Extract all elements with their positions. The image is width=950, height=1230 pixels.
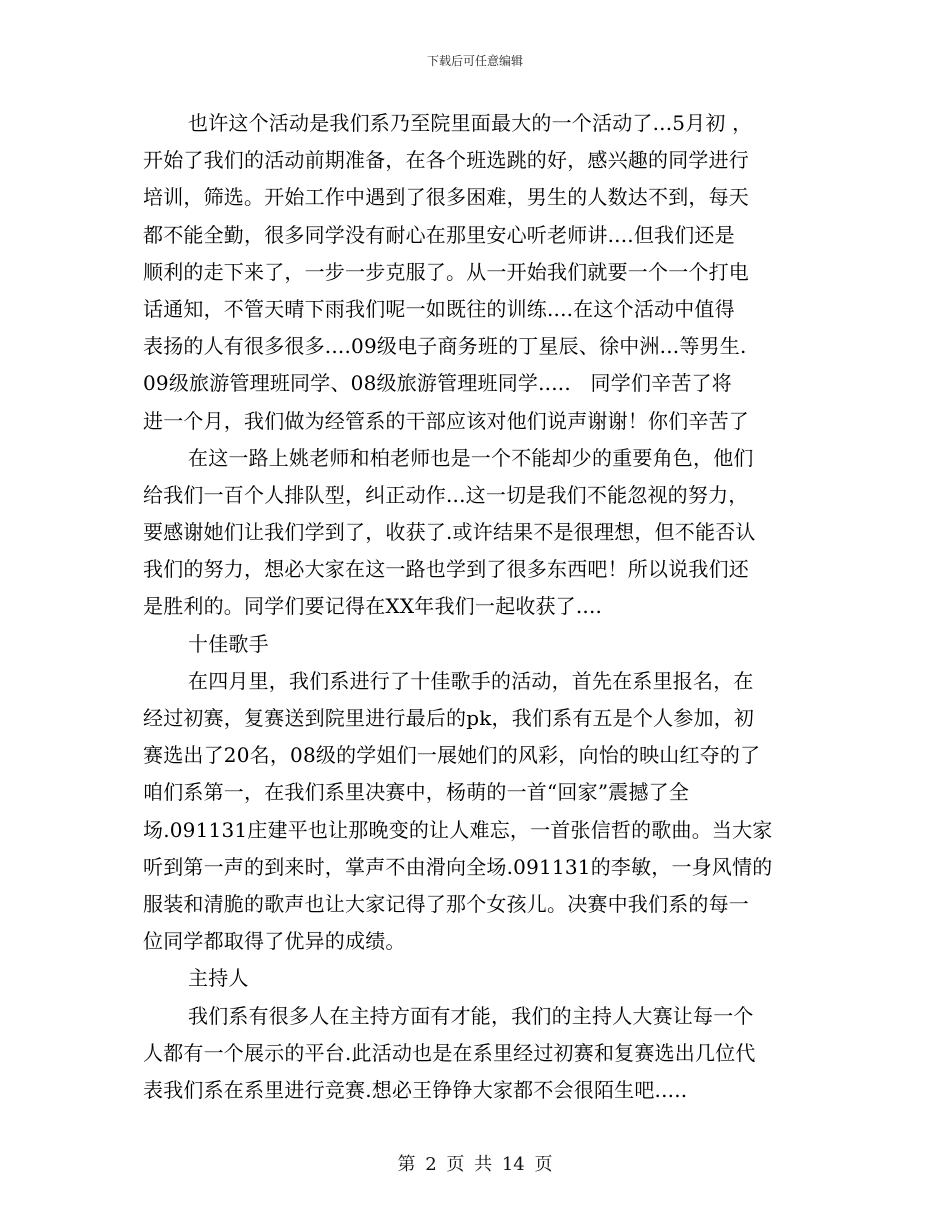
page-footer: 第 2 页 共 14 页 [397, 1154, 553, 1175]
paragraph [143, 663, 808, 961]
text-line: 顺利的走下来了，一步一步克服了。从一开始我们就要一个一个打电 [143, 259, 749, 284]
document-body [143, 105, 808, 1109]
text-line: 听到第一声的到来时，掌声不由滑向全场.091131的李敏，一身风情的 [143, 854, 773, 879]
text-line: 经过初赛，复赛送到院里进行最后的pk，我们系有五是个人参加，初 [143, 706, 755, 730]
text-line: 表我们系在系里进行竞赛.想必王铮铮大家都不会很陌生吧..... [143, 1077, 688, 1102]
text-line: 话通知，不管天晴下雨我们呢一如既往的训练....在这个活动中值得 [143, 296, 735, 321]
page-header: 下载后可任意编辑 [426, 54, 523, 68]
text-line: 进一个月，我们做为经管系的干部应该对他们说声谢谢！你们辛苦了 [143, 408, 749, 433]
text-line: 赛选出了20名，08级的学姐们一展她们的风彩，向怡的映山红夺的了 [143, 743, 761, 768]
text-line: 我们的努力，想必大家在这一路也学到了很多东西吧！所以说我们还 [143, 557, 749, 582]
section-heading [143, 626, 808, 663]
text-line: 人都有一个展示的平台.此活动也是在系里经过初赛和复赛选出几位代 [143, 1040, 756, 1065]
text-line: 场.091131庄建平也让那晚变的让人难忘，一首张信哲的歌曲。当大家 [143, 817, 773, 842]
paragraph [143, 440, 808, 626]
text-line: 给我们一百个人排队型，纠正动作...这一切是我们不能忽视的努力， [143, 482, 749, 507]
section-heading [143, 960, 808, 997]
text-line: 在四月里，我们系进行了十佳歌手的活动，首先在系里报名，在 [188, 668, 754, 693]
text-line: 要感谢她们让我们学到了，收获了.或许结果不是很理想，但不能否认 [143, 520, 756, 545]
text-line: 也许这个活动是我们系乃至院里面最大的一个活动了...5月初 ， [188, 111, 753, 135]
paragraph [143, 998, 808, 1110]
text-line: 我们系有很多人在主持方面有才能，我们的主持人大赛让每一个 [188, 1003, 754, 1028]
text-line: 在这一路上姚老师和柏老师也是一个不能却少的重要角色，他们 [188, 445, 754, 470]
text-line: 09级旅游管理班同学、08级旅游管理班同学..... 同学们辛苦了将 [143, 371, 732, 396]
text-line: 咱们系第一，在我们系里决赛中，杨萌的一首“回家”震撼了全 [143, 780, 690, 805]
text-line: 都不能全勤，很多同学没有耐心在那里安心听老师讲....但我们还是 [143, 222, 735, 247]
section-heading-text: 十佳歌手 [188, 631, 269, 656]
text-line: 位同学都取得了优异的成绩。 [143, 929, 406, 954]
paragraph [143, 105, 808, 440]
text-line: 表扬的人有很多很多....09级电子商务班的丁星辰、徐中洲...等男生. [143, 334, 747, 359]
text-line: 是胜利的。同学们要记得在XX年我们一起收获了.... [143, 594, 603, 619]
text-line: 开始了我们的活动前期准备，在各个班选跳的好，感兴趣的同学进行 [143, 148, 749, 173]
text-line: 服装和清脆的歌声也让大家记得了那个女孩儿。决赛中我们系的每一 [143, 891, 749, 916]
text-line: 培训，筛选。开始工作中遇到了很多困难，男生的人数达不到，每天 [143, 185, 749, 210]
section-heading-text: 主持人 [188, 966, 249, 991]
